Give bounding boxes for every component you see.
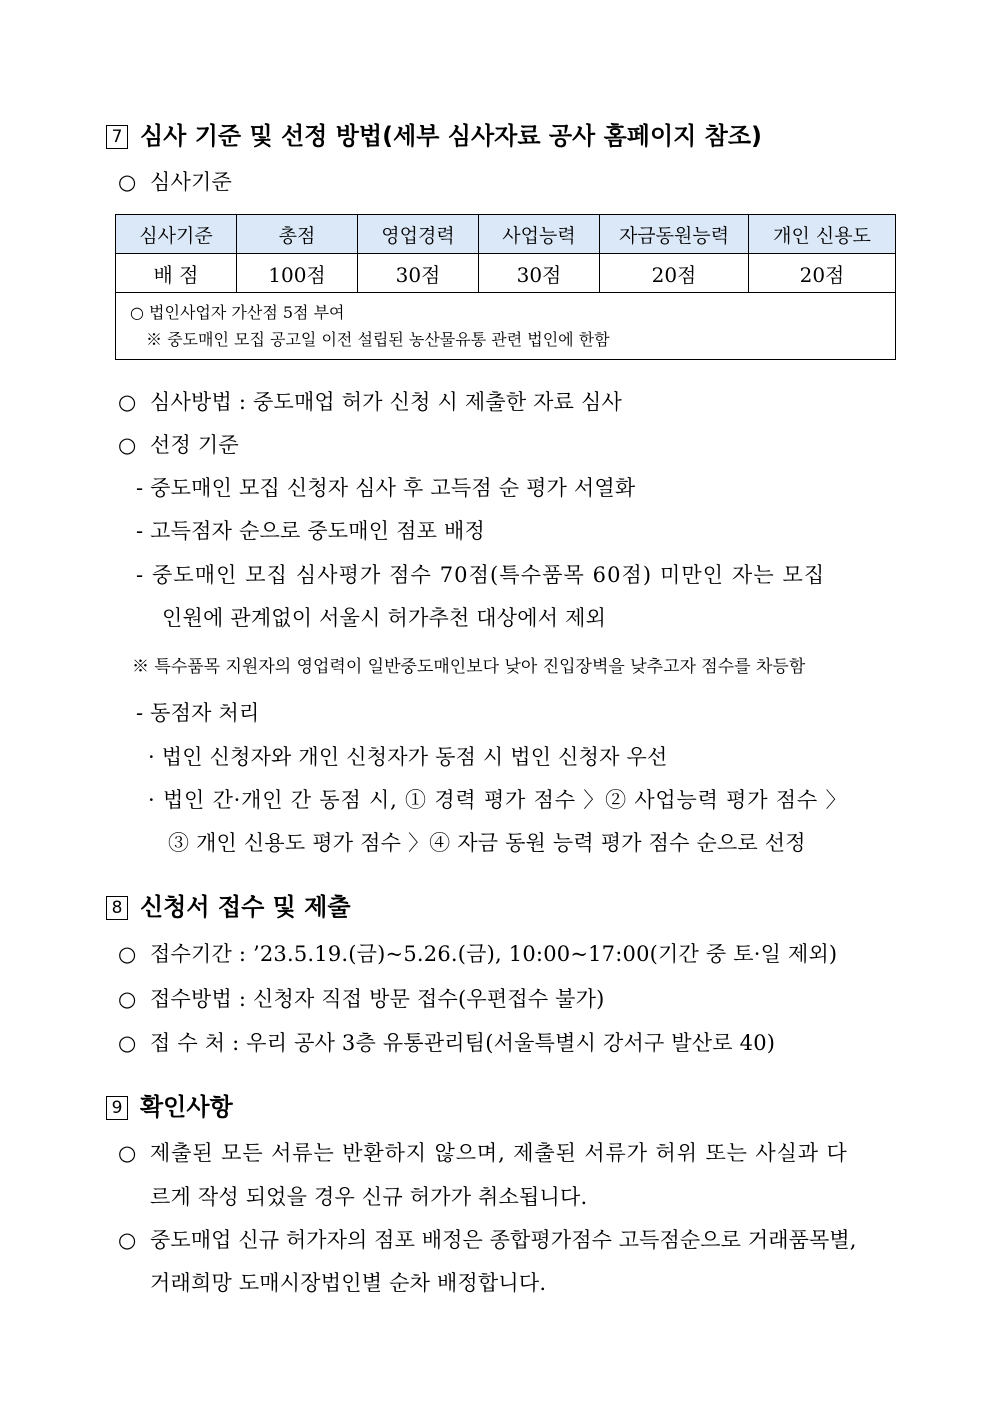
section-title: 확인사항 <box>140 1093 233 1121</box>
selection-item: - 고득점자 순으로 중도매인 점포 배정 <box>136 519 485 543</box>
bullet-icon: ○ <box>118 1228 137 1252</box>
section-number-box: 8 <box>106 896 128 920</box>
bullet-icon: ○ <box>118 1031 137 1055</box>
table-header-cell: 심사기준 <box>116 215 237 254</box>
table-cell: 배 점 <box>116 254 237 293</box>
section-title: 신청서 접수 및 제출 <box>140 893 351 921</box>
table-note-row <box>116 293 896 360</box>
selection-item: - 중도매인 모집 심사평가 점수 70점(특수품목 60점) 미만인 자는 모집 <box>136 563 826 587</box>
notice-item-continued: 거래희망 도매시장법인별 순차 배정합니다. <box>150 1271 547 1295</box>
bullet-icon: ○ <box>118 170 137 194</box>
notice-item-continued: 르게 작성 되었을 경우 신규 허가가 취소됩니다. <box>150 1185 588 1209</box>
table-cell: 20점 <box>600 254 749 293</box>
table-row <box>116 254 896 293</box>
table-cell: 30점 <box>479 254 600 293</box>
notice-item: ○ 중도매업 신규 허가자의 점포 배정은 종합평가점수 고득점순으로 거래품목별, <box>118 1228 857 1252</box>
table-header-cell: 사업능력 <box>479 215 600 254</box>
table-header-row <box>116 215 896 254</box>
submission-period: ○ 접수기간 : ’23.5.19.(금)~5.26.(금), 10:00~17:00(기간 중 토·일 제외) <box>118 942 838 966</box>
bullet-icon: ○ <box>118 1141 138 1165</box>
review-method: ○ 심사방법 : 중도매업 허가 신청 시 제출한 자료 심사 <box>118 390 622 414</box>
criteria-table <box>115 214 896 360</box>
selection-note: ※ 특수품목 지원자의 영업력이 일반중도매인보다 낮아 진입장벽을 낮추고자 점수를 차등함 <box>132 657 806 677</box>
table-header-cell: 자금동원능력 <box>600 215 749 254</box>
table-cell: 20점 <box>749 254 896 293</box>
section-7-heading <box>106 116 762 151</box>
selection-item-continued: 인원에 관계없이 서울시 허가추천 대상에서 제외 <box>162 606 607 630</box>
selection-item: - 중도매인 모집 신청자 심사 후 고득점 순 평가 서열화 <box>136 476 636 500</box>
criteria-heading: ○ 심사기준 <box>118 170 232 194</box>
table-header-cell: 총점 <box>237 215 358 254</box>
tie-item: · 법인 간·개인 간 동점 시, ① 경력 평가 점수 〉② 사업능력 평가 점수 〉 <box>148 788 848 812</box>
selection-heading: ○ 선정 기준 <box>118 433 239 457</box>
table-cell: 100점 <box>237 254 358 293</box>
table-header-cell: 개인 신용도 <box>749 215 896 254</box>
bullet-icon: ○ <box>118 390 137 414</box>
section-number-box: 9 <box>106 1096 128 1120</box>
table-header-cell: 영업경력 <box>358 215 479 254</box>
tie-heading: - 동점자 처리 <box>136 701 260 725</box>
bullet-icon: ○ <box>118 987 137 1011</box>
tie-item: · 법인 신청자와 개인 신청자가 동점 시 법인 신청자 우선 <box>148 745 668 769</box>
section-8-heading <box>106 887 351 922</box>
notice-item: ○ 제출된 모든 서류는 반환하지 않으며, 제출된 서류가 허위 또는 사실과 다 <box>118 1141 848 1165</box>
tie-item-continued: ③ 개인 신용도 평가 점수 〉④ 자금 동원 능력 평가 점수 순으로 선정 <box>168 831 806 855</box>
section-title: 심사 기준 및 선정 방법(세부 심사자료 공사 홈페이지 참조) <box>140 122 763 150</box>
submission-method: ○ 접수방법 : 신청자 직접 방문 접수(우편접수 불가) <box>118 987 605 1011</box>
section-number-box: 7 <box>106 125 128 149</box>
table-cell: 30점 <box>358 254 479 293</box>
bullet-icon: ○ <box>118 433 137 457</box>
bullet-icon: ○ <box>118 942 137 966</box>
submission-place: ○ 접 수 처 : 우리 공사 3층 유통관리팀(서울특별시 강서구 발산로 40) <box>118 1031 776 1055</box>
section-9-heading <box>106 1087 233 1122</box>
table-note: ○ 법인사업자 가산점 5점 부여 ※ 중도매인 모집 공고일 이전 설립된 농산물유통 관련 법인에 한함 <box>116 293 896 360</box>
